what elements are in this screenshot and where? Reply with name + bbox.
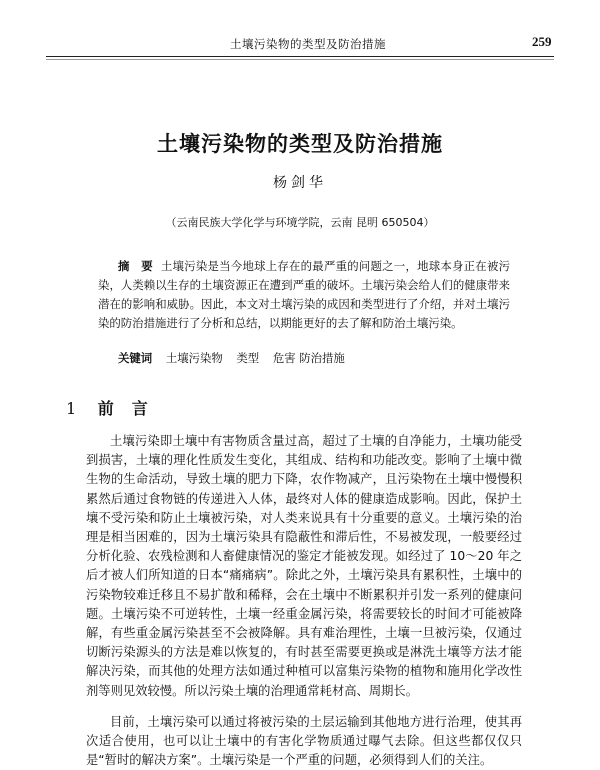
keywords-label: 关键词 bbox=[118, 351, 153, 365]
header-rule-thin bbox=[46, 59, 554, 60]
header-rule bbox=[46, 56, 554, 57]
page-number: 259 bbox=[532, 34, 552, 49]
keyword: 类型 bbox=[236, 351, 260, 365]
running-title: 土壤污染物的类型及防治措施 bbox=[230, 37, 386, 51]
section-title: 前 言 bbox=[97, 399, 149, 418]
keywords bbox=[118, 350, 355, 366]
article-author: 杨剑华 bbox=[273, 175, 327, 191]
section-body bbox=[86, 432, 522, 770]
article-title: 土壤污染物的类型及防治措施 bbox=[157, 131, 443, 156]
abstract bbox=[98, 257, 510, 333]
abstract-text: 土壤污染是当今地球上存在的最严重的问题之一，地球本身正在被污染，人类赖以生存的土壤资源正在遭到严重的破坏。土壤污染会给人们的健康带来潜在的影响和威胁。因此，本文对土壤污染的成因和类型进行了介绍，并对土壤污染的防治措施进行了分析和总结，以期能更好的去了解和防治土壤污染。 bbox=[98, 259, 510, 330]
keyword: 土壤污染物 bbox=[165, 351, 223, 365]
abstract-paragraph bbox=[98, 257, 510, 333]
section-heading bbox=[66, 396, 149, 419]
keyword: 危害 防治措施 bbox=[272, 351, 345, 365]
section-number: 1 bbox=[66, 399, 78, 418]
author-affiliation: （云南民族大学化学与环境学院，云南 昆明 650504） bbox=[165, 216, 435, 229]
abstract-label: 摘 要 bbox=[118, 259, 153, 273]
page-header bbox=[0, 0, 600, 58]
body-paragraph: 土壤污染即土壤中有害物质含量过高，超过了土壤的自净能力，土壤功能受到损害，土壤的理化性质发生变化，其组成、结构和功能改变。影响了土壤中微生物的生命活动，导致土壤的肥力下降，农作物减产，且污染物在土壤中慢慢积累然后通过食物链的传递进入人体，最终对人体的健康造成影响。因此，保护土壤不受污染和防止土壤被污染，对人类来说具有十分重要的意义。土壤污染的治理是相当困难的，因为土壤污染具有隐蔽性和滞后性，不易被发现，一般要经过分析化验、农残检测和人畜健康情况的鉴定才能被发现。如经过了 10～20 年之后才被人们所知道的日本“痛痛病”。除此之外，土壤污染具有累积性，土壤中的污染物较难迁移且不易扩散和稀释，会在土壤中不断累积并引发一系列的健康问题。土壤污染不可逆转性，土壤一经重金属污染，将需要较长的时间才可能被降解，有些重金属污染甚至不会被降解。具有难治理性，土壤一旦被污染，仅通过切断污染源头的方法是难以恢复的，有时甚至需要更换或是淋洗土壤等方法才能解决污染，而其他的处理方法如通过种植可以富集污染物的植物和施用化学改性剂等则见效较慢。所以污染土壤的治理通常耗材高、周期长。 bbox=[86, 434, 522, 698]
body-paragraph: 目前，土壤污染可以通过将被污染的土层运输到其他地方进行治理，使其再次适合使用，也可以让土壤中的有害化学物质通过曝气去除。但这些都仅仅只是“暂时的解决方案”。土壤污染是一个严重的问题，必须得到人们的关注。 bbox=[86, 714, 522, 768]
